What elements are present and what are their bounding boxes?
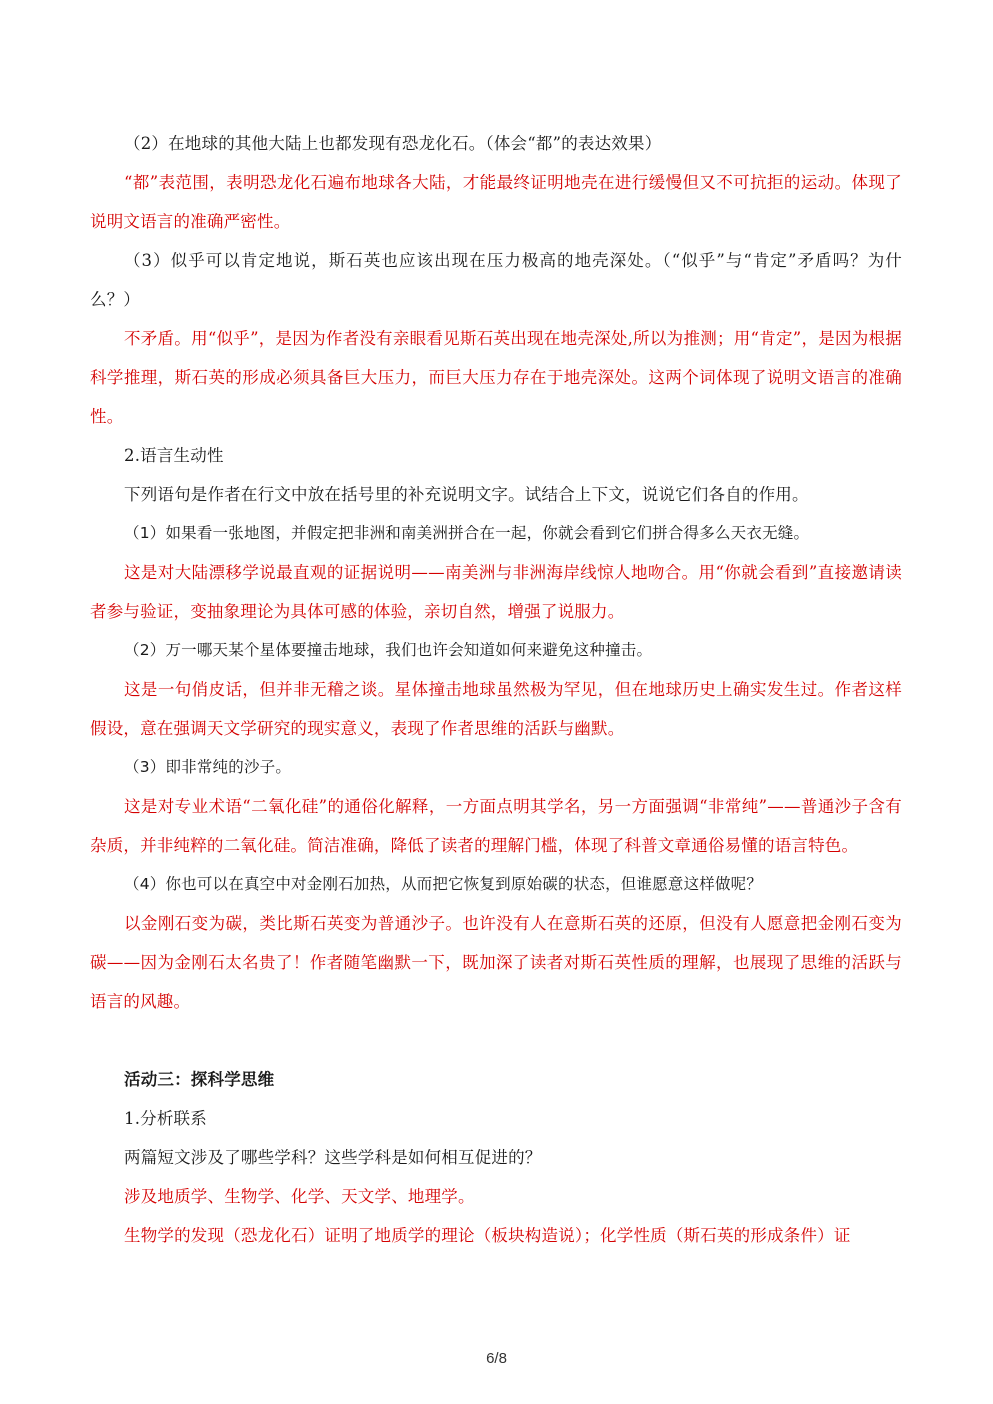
sentence-2-answer: 这是一句俏皮话，但并非无稽之谈。星体撞击地球虽然极为罕见，但在地球历史上确实发生过。作者这样假设，意在强调天文学研究的现实意义，表现了作者思维的活跃与幽默。 <box>90 680 902 738</box>
sentence-4-answer: 以金刚石变为碳，类比斯石英变为普通沙子。也许没有人在意斯石英的还原，但没有人愿意把金刚石变为碳——因为金刚石太名贵了！作者随笔幽默一下，既加深了读者对斯石英性质的理解，也展现了思维的活跃与语言的风趣。 <box>90 914 902 1011</box>
sentence-4-question: （4）你也可以在真空中对金刚石加热，从而把它恢复到原始碳的状态，但谁愿意这样做呢？ <box>124 875 763 893</box>
section-spacer <box>90 1021 902 1060</box>
section-heading-language-vividness: 2.语言生动性 <box>124 446 224 465</box>
document-body <box>90 124 902 1255</box>
answer-2: “都”表范围，表明恐龙化石遍布地球各大陆，才能最终证明地壳在进行缓慢但又不可抗拒的运动。体现了说明文语言的准确严密性。 <box>90 173 902 231</box>
page-number: 6/8 <box>486 1350 507 1367</box>
question-3: （3）似乎可以肯定地说，斯石英也应该出现在压力极高的地壳深处。（“似乎”与“肯定”矛盾吗？为什么？） <box>90 251 902 309</box>
answer-3: 不矛盾。用“似乎”，是因为作者没有亲眼看见斯石英出现在地壳深处,所以为推测；用“肯定”，是因为根据科学推理，斯石英的形成必须具备巨大压力，而巨大压力存在于地壳深处。这两个词体现了说明文语言的准确性。 <box>90 329 902 426</box>
activity-3-subheading: 1.分析联系 <box>124 1109 207 1128</box>
sentence-2-question: （2）万一哪天某个星体要撞击地球，我们也许会知道如何来避免这种撞击。 <box>124 641 653 659</box>
sentence-1-answer: 这是对大陆漂移学说最直观的证据说明——南美洲与非洲海岸线惊人地吻合。用“你就会看到”直接邀请读者参与验证，变抽象理论为具体可感的体验，亲切自然，增强了说服力。 <box>90 563 902 621</box>
section-prompt: 下列语句是作者在行文中放在括号里的补充说明文字。试结合上下文，说说它们各自的作用。 <box>124 485 809 504</box>
sentence-3-question: （3）即非常纯的沙子。 <box>124 758 292 776</box>
activity-3-answer-2: 生物学的发现（恐龙化石）证明了地质学的理论（板块构造说）；化学性质（斯石英的形成条件）证 <box>124 1226 851 1245</box>
question-2: （2）在地球的其他大陆上也都发现有恐龙化石。（体会“都”的表达效果） <box>124 134 662 153</box>
activity-3-question: 两篇短文涉及了哪些学科？这些学科是如何相互促进的？ <box>124 1148 542 1167</box>
sentence-3-answer: 这是对专业术语“二氧化硅”的通俗化解释，一方面点明其学名，另一方面强调“非常纯”——普通沙子含有杂质，并非纯粹的二氧化硅。简洁准确，降低了读者的理解门槛，体现了科普文章通俗易懂的语言特色。 <box>90 797 902 855</box>
activity-3-heading: 活动三：探科学思维 <box>124 1070 275 1089</box>
sentence-1-question: （1）如果看一张地图，并假定把非洲和南美洲拼合在一起，你就会看到它们拼合得多么天衣无缝。 <box>124 524 810 542</box>
activity-3-answer-1: 涉及地质学、生物学、化学、天文学、地理学。 <box>124 1187 475 1206</box>
